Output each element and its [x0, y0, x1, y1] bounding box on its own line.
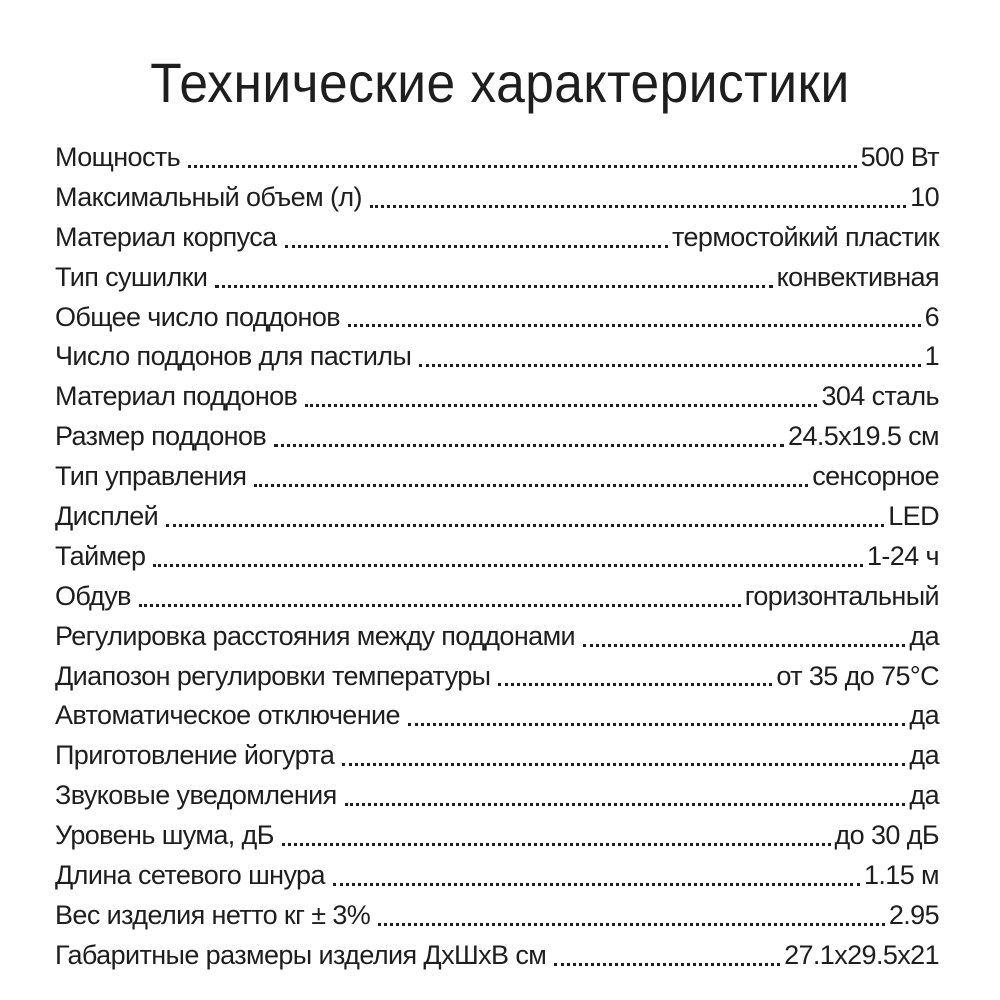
spec-value: 10: [910, 181, 939, 212]
spec-label: Вес изделия нетто кг ± 3%: [55, 899, 371, 930]
spec-value: да: [909, 780, 939, 811]
dot-leader: [166, 524, 884, 527]
spec-label: Размер поддонов: [55, 421, 267, 452]
spec-value: да: [909, 620, 939, 651]
spec-value: 6: [924, 301, 939, 332]
spec-label: Диапозон регулировки температуры: [55, 660, 491, 691]
spec-label: Регулировка расстояния между поддонами: [55, 620, 576, 651]
dot-leader: [348, 324, 921, 327]
spec-label: Тип сушилки: [55, 261, 208, 292]
spec-value: до 30 дБ: [834, 820, 939, 851]
spec-value: 27.1х29.5х21: [784, 939, 939, 970]
spec-row: [55, 816, 939, 856]
spec-value: 2.95: [888, 899, 939, 930]
spec-value: конвективная: [776, 261, 939, 292]
spec-label: Дисплей: [55, 501, 159, 532]
spec-label: Приготовление йогурта: [55, 740, 335, 771]
dot-leader: [215, 285, 772, 288]
dot-leader: [305, 404, 817, 407]
spec-row: [55, 696, 939, 736]
spec-row: [55, 896, 939, 936]
dot-leader: [345, 803, 906, 806]
spec-label: Таймер: [55, 540, 146, 571]
spec-value: от 35 до 75°С: [776, 660, 939, 691]
dot-leader: [188, 165, 856, 168]
spec-row: [55, 736, 939, 776]
spec-row: [55, 298, 939, 338]
spec-row: [55, 178, 939, 218]
spec-value: 1.15 м: [863, 860, 939, 891]
spec-row: [55, 218, 939, 258]
spec-value: 1: [924, 341, 939, 372]
dot-leader: [333, 883, 860, 886]
dot-leader: [153, 564, 863, 567]
dot-leader: [419, 364, 920, 367]
dot-leader: [583, 644, 905, 647]
spec-row: [55, 856, 939, 896]
spec-label: Мощность: [55, 142, 181, 172]
page-title: Технические характеристики: [150, 51, 850, 114]
spec-row: [55, 577, 939, 617]
spec-label: Длина сетевого шнура: [55, 860, 325, 891]
spec-value: термостойкий пластик: [672, 221, 939, 252]
spec-label: Звуковые уведомления: [55, 780, 337, 811]
spec-value: 500 Вт: [860, 142, 939, 172]
dot-leader: [554, 963, 780, 966]
spec-row: [55, 457, 939, 497]
spec-label: Автоматическое отключение: [55, 700, 400, 731]
spec-row: [55, 377, 939, 417]
dot-leader: [254, 484, 808, 487]
spec-label: Уровень шума, дБ: [55, 820, 274, 851]
spec-row: [55, 337, 939, 377]
spec-row: [55, 617, 939, 657]
dot-leader: [285, 245, 668, 248]
dot-leader: [282, 843, 831, 846]
spec-label: Обдув: [55, 580, 131, 611]
spec-label: Материал корпуса: [55, 221, 277, 252]
spec-value: да: [909, 700, 939, 731]
spec-row: [55, 657, 939, 697]
spec-value: горизонтальный: [744, 580, 939, 611]
dot-leader: [498, 683, 772, 686]
spec-value: сенсорное: [812, 461, 939, 492]
dot-leader: [378, 923, 885, 926]
spec-value: 1-24 ч: [866, 540, 939, 571]
spec-label: Общее число поддонов: [55, 301, 340, 332]
spec-label: Материал поддонов: [55, 381, 298, 412]
spec-row: [55, 258, 939, 298]
spec-value: LED: [888, 501, 939, 532]
spec-value: да: [909, 740, 939, 771]
spec-row: [55, 537, 939, 577]
dot-leader: [274, 444, 784, 447]
spec-label: Тип управления: [55, 461, 247, 492]
spec-row: [55, 417, 939, 457]
spec-label: Габаритные размеры изделия ДхШхВ см: [55, 939, 547, 970]
spec-value: 24.5х19.5 см: [788, 421, 939, 452]
spec-label: Максимальный объем (л): [55, 181, 362, 212]
spec-value: 304 сталь: [821, 381, 939, 412]
specs-list: [55, 138, 939, 976]
spec-row: [55, 138, 939, 178]
dot-leader: [139, 604, 741, 607]
spec-row: [55, 936, 939, 976]
spec-label: Число поддонов для пастилы: [55, 341, 412, 372]
spec-row: [55, 776, 939, 816]
dot-leader: [370, 205, 906, 208]
dot-leader: [408, 723, 906, 726]
spec-row: [55, 497, 939, 537]
dot-leader: [342, 763, 905, 766]
